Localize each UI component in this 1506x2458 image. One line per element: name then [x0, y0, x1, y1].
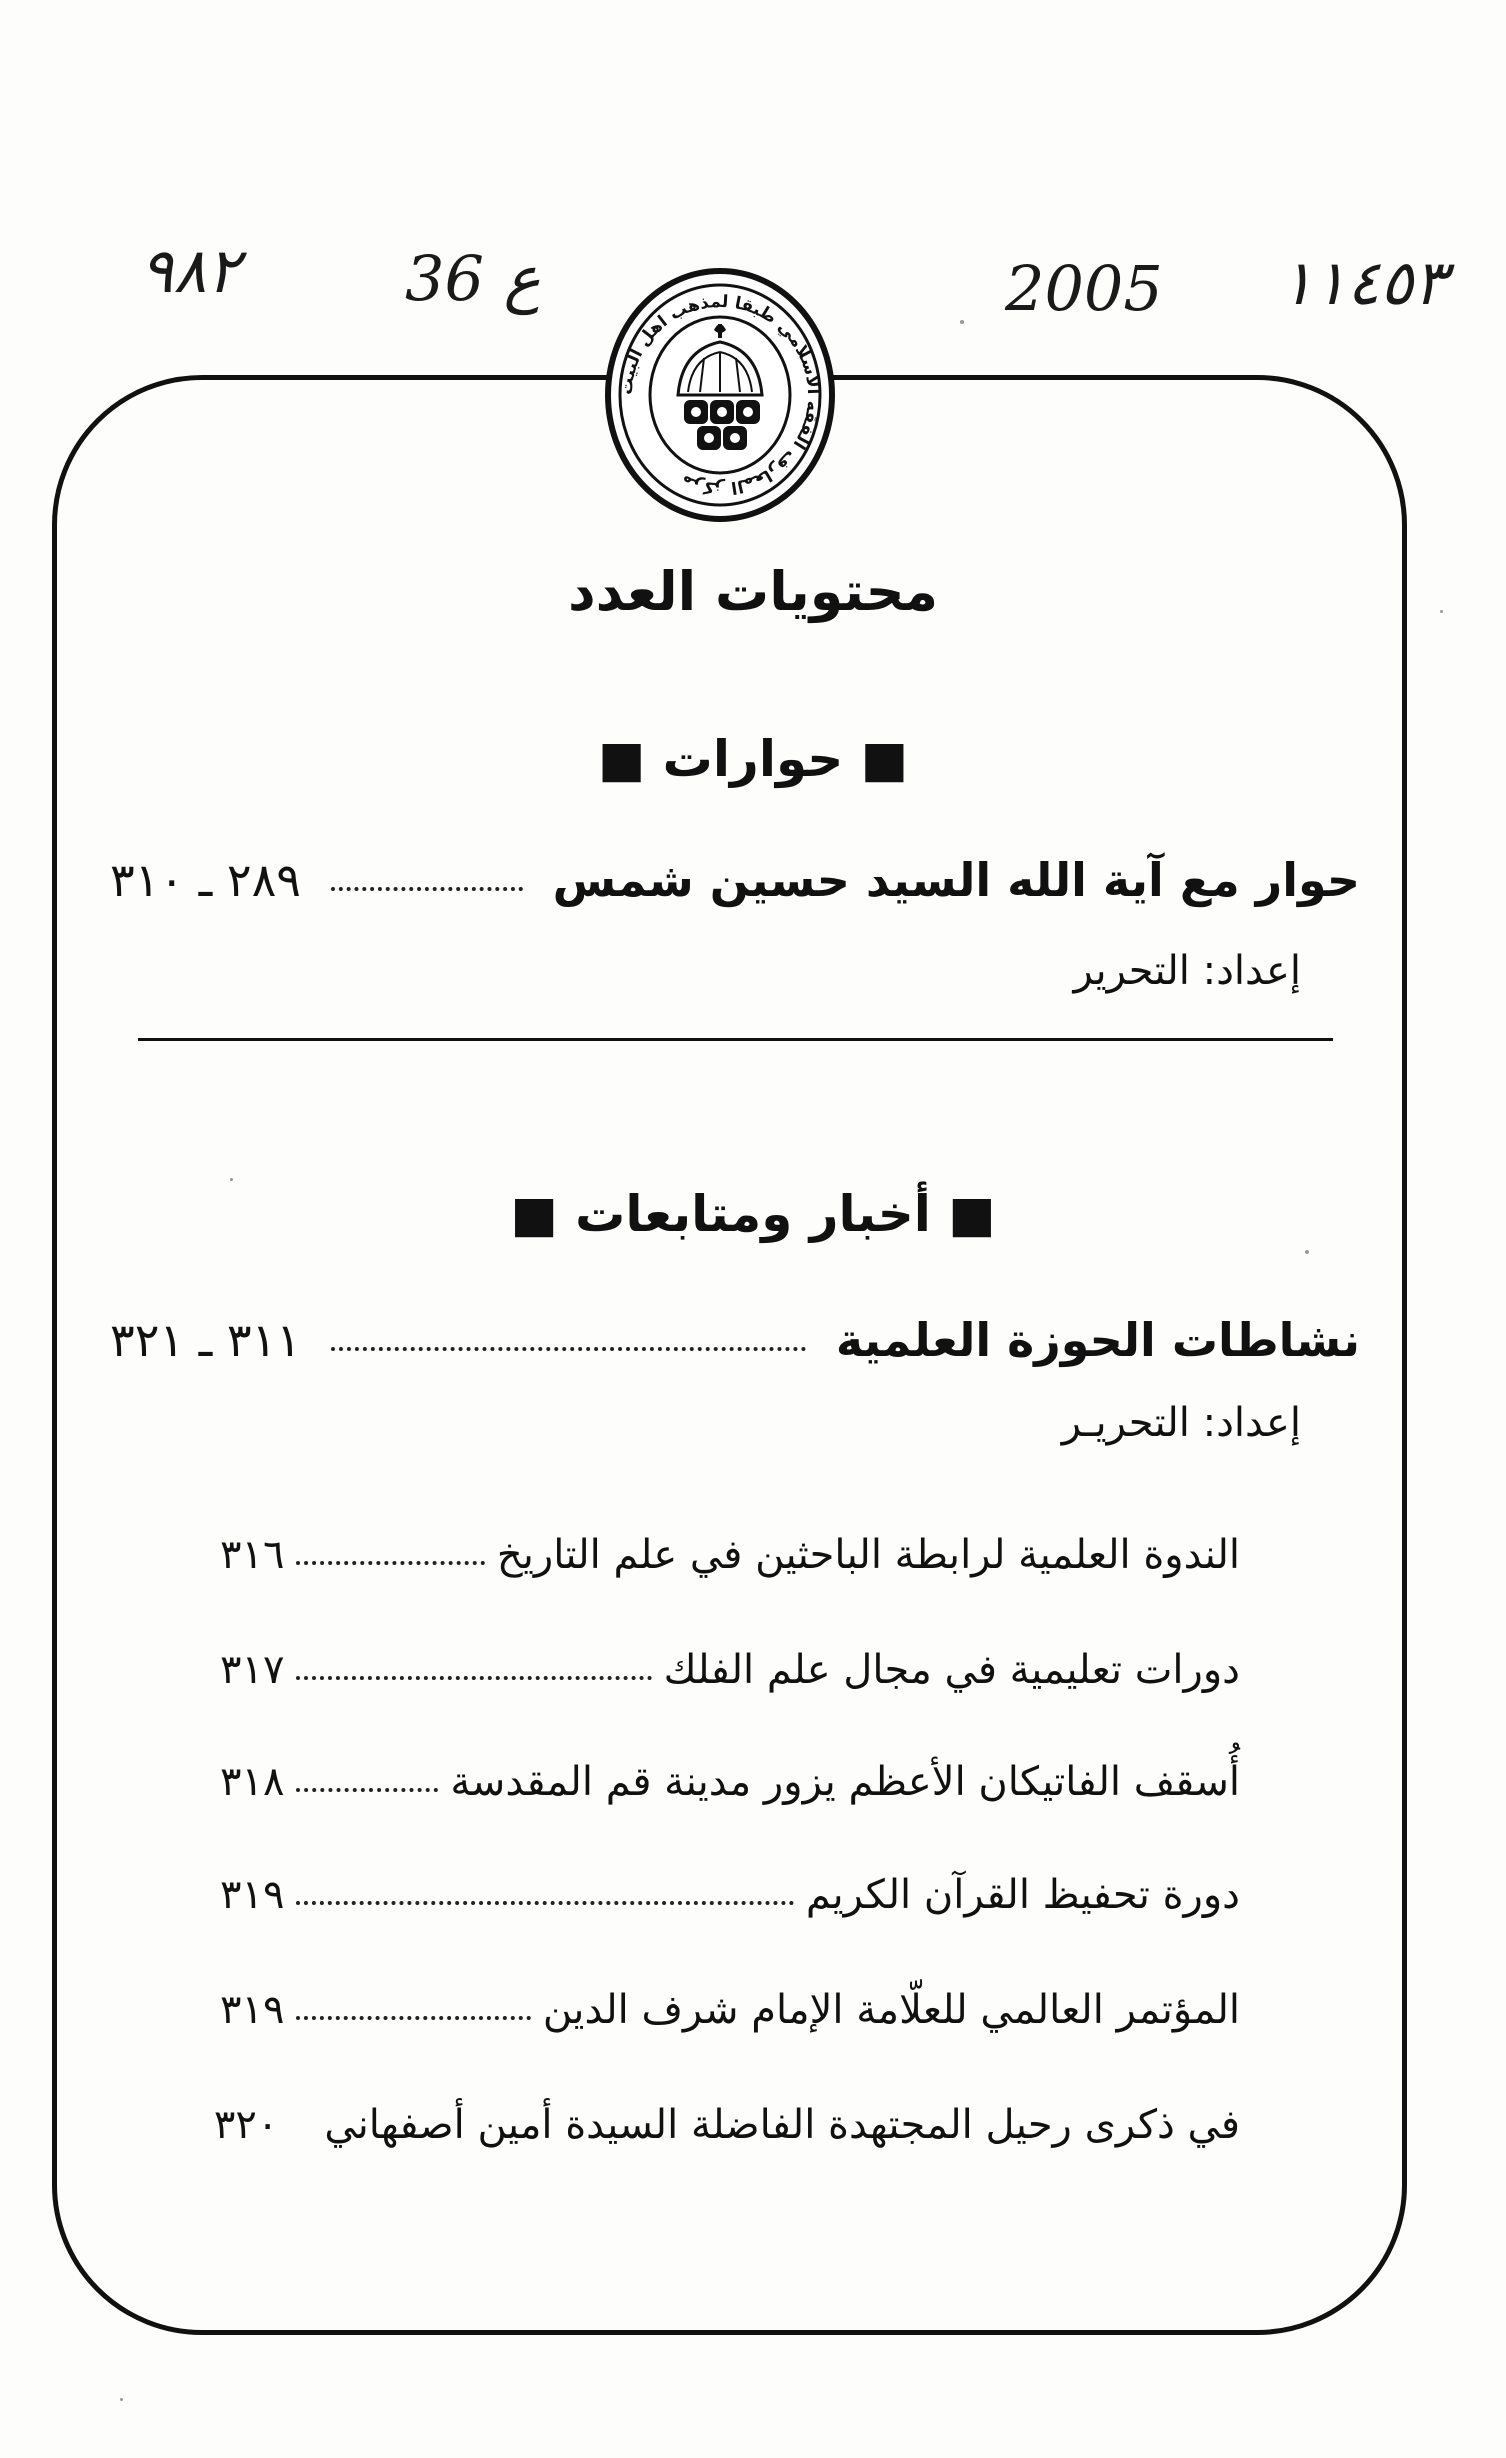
toc-sub-item-title: في ذكرى رحيل المجتهدة الفاضلة السيدة أمين أصفهاني	[324, 2102, 1240, 2148]
dot-leader	[296, 1561, 484, 1565]
handwritten-note-4: ١١٤٥٣	[1280, 246, 1447, 319]
toc-sub-item-page: ٣١٩	[220, 1987, 285, 2033]
toc-sub-item[interactable]	[220, 1865, 1240, 1925]
toc-sub-item-title: الندوة العلمية لرابطة الباحثين في علم التاريخ	[496, 1532, 1240, 1578]
handwritten-note-3: 2005	[1005, 252, 1163, 325]
dot-leader	[296, 2016, 530, 2020]
dot-leader	[331, 887, 523, 891]
seal-emblem-icon	[600, 260, 840, 525]
section-divider	[138, 1038, 1333, 1041]
toc-sub-item-title: دورات تعليمية في مجال علم الفلك	[663, 1647, 1240, 1693]
section-title-interviews: ■ حوارات ■	[598, 730, 908, 788]
toc-sub-item-title: دورة تحفيظ القرآن الكريم	[805, 1872, 1240, 1918]
dot-leader	[296, 1676, 651, 1680]
toc-sub-item[interactable]	[220, 1752, 1240, 1812]
handwritten-note-2: 36 ع	[405, 242, 541, 315]
toc-sub-item-page: ٣١٧	[220, 1647, 285, 1693]
toc-sub-item-title: أُسقف الفاتيكان الأعظم يزور مدينة قم المقدسة	[450, 1759, 1240, 1805]
dot-leader	[331, 1347, 806, 1351]
contents-title: محتويات العدد	[567, 560, 939, 623]
toc-sub-item[interactable]	[213, 2095, 1240, 2155]
toc-entry-title: نشاطات الحوزة العلمية	[835, 1313, 1360, 1367]
section-title-news: ■ أخبار ومتابعات ■	[510, 1185, 996, 1243]
scan-speck	[960, 320, 964, 324]
toc-sub-item-page: ٣٢٠	[213, 2102, 279, 2148]
prepared-by: إعداد: التحرير	[1073, 948, 1301, 994]
toc-sub-item-page: ٣١٨	[220, 1759, 285, 1805]
scan-speck	[120, 2398, 123, 2401]
scan-speck	[1440, 610, 1443, 613]
toc-sub-item[interactable]	[220, 1640, 1240, 1700]
toc-sub-item[interactable]	[220, 1525, 1240, 1585]
handwritten-note-1: ٩٨٢	[140, 234, 240, 307]
prepared-by: إعداد: التحريـر	[1061, 1400, 1301, 1446]
toc-entry-pages: ٢٨٩ ـ ٣١٠	[110, 853, 301, 907]
toc-sub-item-title: المؤتمر العالمي للعلّامة الإمام شرف الدين	[542, 1987, 1240, 2033]
seal-text: مركز المعارف الفقه الاسلامي طبقا لمذهب اهل البيت	[616, 291, 824, 499]
toc-entry-hawza-activities[interactable]	[110, 1305, 1360, 1375]
toc-sub-item-page: ٣١٩	[220, 1872, 285, 1918]
scan-speck	[230, 1178, 233, 1181]
toc-entry-pages: ٣١١ ـ ٣٢١	[110, 1313, 301, 1367]
toc-sub-item[interactable]	[220, 1980, 1240, 2040]
toc-entry-title: حوار مع آية الله السيد حسين شمس	[552, 853, 1360, 907]
toc-entry-interview[interactable]	[110, 845, 1360, 915]
scan-speck	[1305, 1250, 1309, 1254]
dot-leader	[296, 1788, 438, 1792]
toc-sub-item-page: ٣١٦	[220, 1532, 285, 1578]
dot-leader	[296, 1901, 793, 1905]
